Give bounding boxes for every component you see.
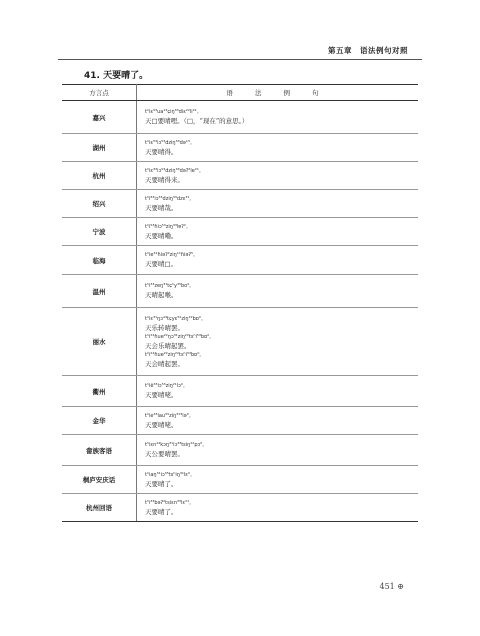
- phonetic-transcription: tʰiɛ⁵³ua¹³ɕiŋ³³diɛ²²li²¹。: [145, 109, 202, 115]
- table-row: [62, 466, 418, 494]
- chinese-gloss: 天要晴咾。: [145, 391, 178, 399]
- chinese-gloss: 天晴起喉。: [145, 291, 178, 299]
- table-row: [62, 162, 418, 190]
- example-cell: [137, 246, 419, 275]
- phonetic-transcription: tʰiɛ³³iɔ⁵³dziŋ³³dəʔ²le²¹。: [145, 167, 204, 174]
- examples-table: [62, 84, 418, 522]
- section-title: 41. 天要晴了。: [84, 71, 149, 81]
- column-header-dialect: 方言点: [62, 85, 137, 101]
- dialect-name: 桐庐安庆话: [62, 466, 137, 494]
- dialect-name: 杭州回语: [62, 494, 137, 522]
- phonetic-transcription: tʰiẽ³³iɔ⁵³ziŋ²¹lɔ⁰。: [145, 383, 188, 389]
- table-row: [62, 435, 418, 466]
- table-row: [62, 275, 418, 308]
- example-cell: [137, 494, 419, 522]
- table-row: [62, 190, 418, 218]
- dialect-name: 衢州: [62, 376, 137, 407]
- example-cell: [137, 101, 419, 134]
- header-rule: [58, 59, 422, 60]
- phonetic-transcription: tʰi⁵³ɦiɔ⁵³ziŋ³³lɐʔ²。: [145, 223, 191, 230]
- dialect-name: 嘉兴: [62, 101, 137, 134]
- table-row: [62, 246, 418, 275]
- example-cell: [137, 275, 419, 308]
- phonetic-transcription: tʰie³³iau⁵⁵ziŋ³¹³lə⁰。: [145, 412, 194, 419]
- example-cell: [137, 407, 419, 435]
- phonetic-transcription: tʰiɛ⁵³iɔ⁵³dziŋ³³də¹³。: [145, 139, 195, 146]
- dialect-name: 温州: [62, 275, 137, 308]
- chinese-gloss: 天要晴咾。: [145, 420, 178, 429]
- dialect-name: 宁波: [62, 218, 137, 246]
- dialect-name: 丽水: [62, 308, 137, 376]
- dialect-name: 临海: [62, 246, 137, 275]
- example-cell: [137, 162, 419, 190]
- example-cell: [137, 308, 419, 376]
- phonetic-transcription: tʰi³³zeŋ³¹tɕʰy³⁵bo⁰。: [145, 283, 195, 289]
- chinese-gloss: 天会乐晴起罢。: [145, 341, 191, 350]
- example-cell: [137, 134, 419, 162]
- chinese-gloss: 天要晴哉。: [145, 203, 178, 212]
- phonetic-transcription: tʰi²⁴ɦue²²ŋɔ³¹ziŋ²²tsʰi⁵³bɒ⁰。: [145, 333, 215, 340]
- dialect-name: 杭州: [62, 162, 137, 190]
- phonetic-transcription: tʰiɛ³¹ŋɔ⁴⁴tɕyɛ⁵²ziŋ²²bɒ⁰。: [145, 315, 206, 322]
- column-header-examples: 语 法 例 句: [137, 85, 419, 101]
- table-row: [62, 308, 418, 376]
- example-cell: [137, 376, 419, 407]
- table-row: [62, 134, 418, 162]
- example-cell: [137, 435, 419, 466]
- table-row: [62, 218, 418, 246]
- table-header-row: [62, 85, 418, 101]
- chinese-gloss: 天要晴得。: [145, 147, 178, 156]
- phonetic-transcription: tʰi³³bəʔ²tsiɛn³³lɛ²¹。: [145, 499, 195, 506]
- table-row: [62, 376, 418, 407]
- chinese-gloss: 天要晴得来。: [145, 175, 184, 184]
- table-row: [62, 407, 418, 435]
- chinese-gloss: 天要晴□。: [145, 260, 178, 268]
- phonetic-transcription: tʰie³¹ɦiəʔ²ziŋ¹¹ɦiəʔ⁵。: [145, 252, 199, 258]
- dialect-name: 畲族客语: [62, 435, 137, 466]
- chinese-gloss: 天要晴嘞。: [145, 231, 178, 240]
- chinese-gloss: 天公要晴罢。: [145, 450, 184, 458]
- dialect-name: 湖州: [62, 134, 137, 162]
- running-head: 第五章 语法例句对照: [328, 46, 408, 55]
- table-row: [62, 101, 418, 134]
- phonetic-transcription: tʰĩ³³iɔ³³dziŋ³³dzɛ³¹。: [145, 195, 195, 202]
- example-cell: [137, 190, 419, 218]
- dialect-name: 绍兴: [62, 190, 137, 218]
- example-cell: [137, 218, 419, 246]
- table-body: [62, 101, 418, 522]
- page-number: 451 ⊕: [379, 582, 404, 591]
- phonetic-transcription: tʰi²⁴ɦue²²ziŋ²²tsʰi⁵³bɒ⁰。: [145, 351, 205, 358]
- chinese-gloss: 天会晴起罢。: [145, 359, 184, 368]
- chinese-gloss: 天要晴了。: [145, 479, 178, 488]
- table-row: [62, 494, 418, 522]
- phonetic-transcription: tʰiaŋ³¹iɔ³⁵tsʰiŋ³¹lɛ⁰。: [145, 471, 196, 478]
- phonetic-transcription: tʰiɛn⁴⁴kɔŋ³¹iɔ³³tsiŋ²²pɔ⁰。: [145, 442, 208, 448]
- dialect-name: 金华: [62, 407, 137, 435]
- chinese-gloss: 天要晴了。: [145, 507, 178, 516]
- example-cell: [137, 466, 419, 494]
- chinese-gloss: 天乐转晴罢。: [145, 323, 184, 332]
- chinese-gloss: 天□要晴哩。（□，“现在”的意思。）: [145, 117, 249, 125]
